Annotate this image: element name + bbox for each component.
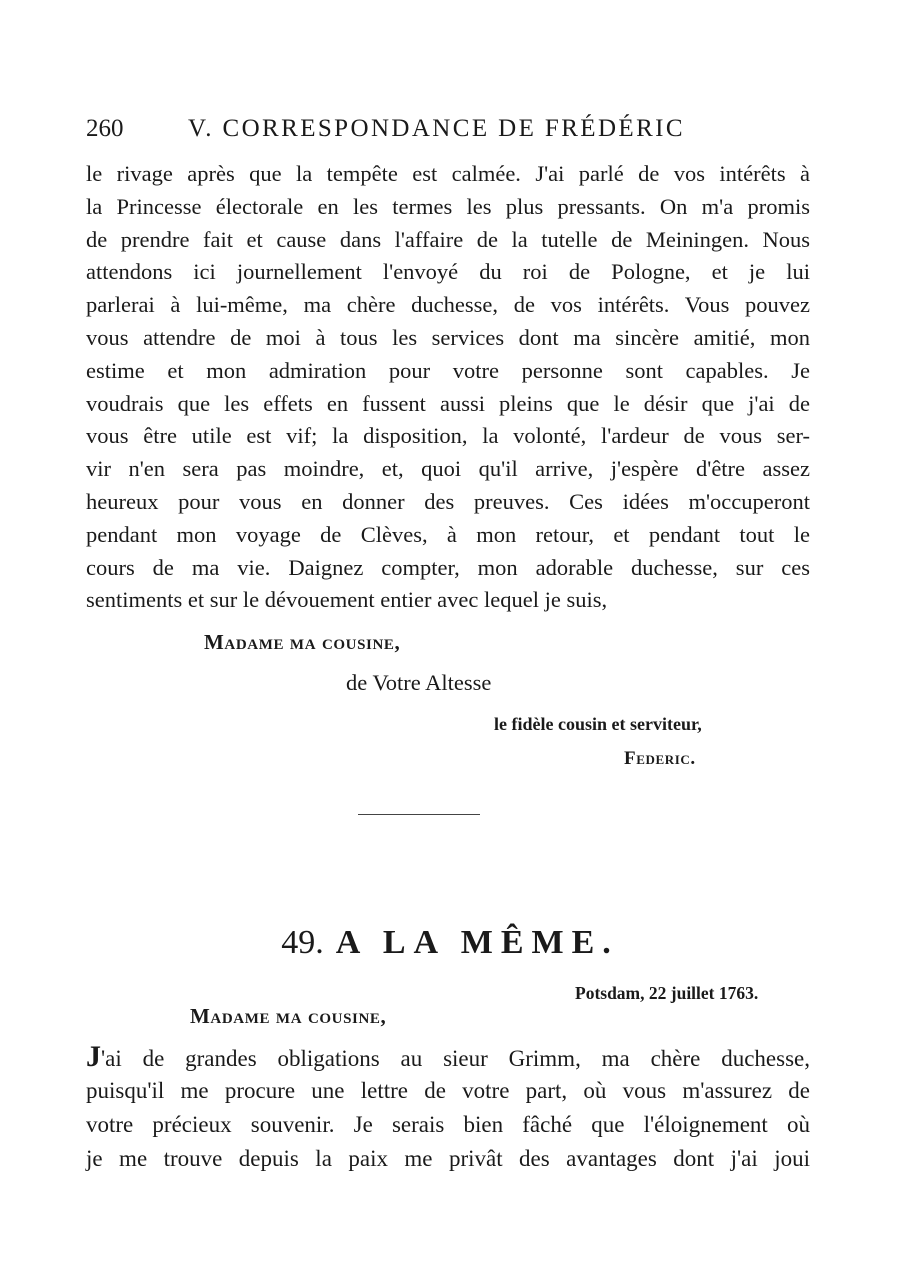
closing-line: de Votre Altesse — [346, 670, 492, 695]
section-divider — [358, 814, 480, 815]
running-title: V. CORRESPONDANCE DE FRÉDÉRIC — [188, 115, 685, 142]
body-line: cours de ma vie. Daignez compter, mon adorable duchesse, sur ces — [86, 554, 810, 580]
body-line: je me trouve depuis la paix me privât des avantages dont j'ai joui — [86, 1146, 810, 1171]
body-line: de prendre fait et cause dans l'affaire de la tutelle de Meiningen. Nous — [86, 226, 810, 252]
running-header — [86, 112, 806, 146]
body-line: vous être utile est vif; la disposition, la volonté, l'ardeur de vous ser- — [86, 423, 810, 449]
dateline: Potsdam, 22 juillet 1763. — [575, 983, 759, 1003]
page-number: 260 — [86, 115, 124, 142]
letter-title: A LA MÊME. — [335, 924, 619, 961]
body-line: vous attendre de moi à tous les services dont ma sincère amitié, mon — [86, 324, 810, 350]
body-line: votre précieux souvenir. Je serais bien fâché que l'éloignement où — [86, 1112, 810, 1137]
letter-salutation: Madame ma cousine, — [190, 1004, 387, 1028]
body-line-text: 'ai de grandes obligations au sieur Grimm, ma chère duchesse, — [101, 1046, 810, 1071]
body-line: puisqu'il me procure une lettre de votre part, où vous m'assurez de — [86, 1078, 810, 1103]
body-line: heureux pour vous en donner des preuves. Ces idées m'occuperont — [86, 488, 810, 514]
letter-number: 49. — [281, 924, 324, 961]
signature: Federic. — [624, 748, 696, 769]
body-line: parlerai à lui-même, ma chère duchesse, de vos intérêts. Vous pouvez — [86, 292, 810, 318]
body-line: pendant mon voyage de Clèves, à mon retour, et pendant tout le — [86, 521, 810, 547]
body-line: attendons ici journellement l'envoyé du roi de Pologne, et je lui — [86, 259, 810, 285]
body-line: voudrais que les effets en fussent aussi pleins que le désir que j'ai de — [86, 390, 810, 416]
closing-line: le fidèle cousin et serviteur, — [494, 714, 702, 734]
body-line: le rivage après que la tempête est calmée. J'ai parlé de vos intérêts à — [86, 161, 810, 186]
closing-salutation: Madame ma cousine, — [204, 630, 401, 654]
letter-body-2 — [86, 1040, 810, 1176]
body-line: la Princesse électorale en les termes les plus pressants. On m'a promis — [86, 193, 810, 219]
body-line: estime et mon admiration pour votre personne sont capables. Je — [86, 357, 810, 383]
body-line — [86, 1040, 810, 1074]
letter-body — [86, 158, 810, 617]
letter-heading — [0, 919, 900, 967]
body-line: sentiments et sur le dévouement entier avec lequel je suis, — [86, 587, 608, 613]
drop-cap: J — [86, 1040, 101, 1073]
body-line: vir n'en sera pas moindre, et, quoi qu'il arrive, j'espère d'être assez — [86, 456, 810, 482]
